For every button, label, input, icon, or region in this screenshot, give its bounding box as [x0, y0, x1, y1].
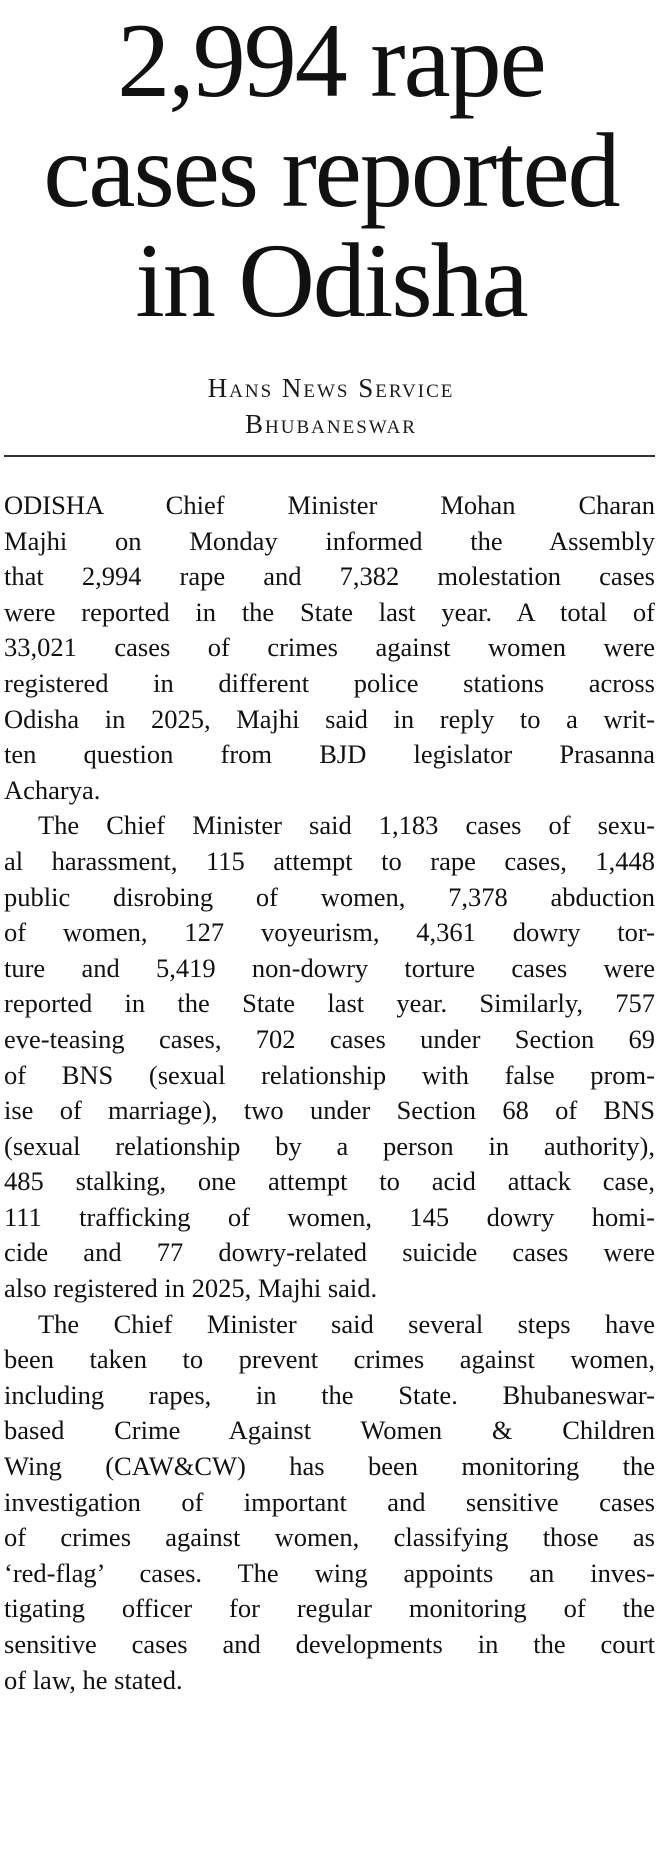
text-line: ise of marriage), two under Section 68 of BNS: [4, 1095, 655, 1126]
text-line: ODISHA Chief Minister Mohan Charan: [4, 490, 655, 520]
text-line: Wing (CAW&CW) has been monitoring the: [4, 1451, 655, 1482]
text-line: of BNS (sexual relationship with false prom-: [4, 1059, 655, 1090]
text-line: The Chief Minister said several steps have: [38, 1308, 655, 1339]
text-line: of women, 127 voyeurism, 4,361 dowry tor-: [4, 917, 655, 948]
text-line: were reported in the State last year. A total of: [4, 596, 655, 627]
text-line: ten question from BJD legislator Prasanna: [4, 739, 655, 770]
text-line: based Crime Against Women & Children: [4, 1415, 655, 1446]
divider-rule: [4, 455, 655, 457]
headline-line: in Odisha: [135, 222, 527, 339]
headline: [0, 0, 662, 339]
text-line: tigating officer for regular monitoring of the: [4, 1593, 655, 1624]
text-line: of crimes against women, classifying those as: [4, 1522, 655, 1553]
text-line: 485 stalking, one attempt to acid attack case,: [4, 1166, 655, 1197]
paragraph-3: [4, 1307, 655, 1699]
byline-agency: Hans News Service: [207, 373, 455, 403]
text-line: eve-teasing cases, 702 cases under Section 69: [4, 1023, 655, 1054]
headline-line: 2,994 rape: [117, 2, 545, 119]
text-line: that 2,994 rape and 7,382 molestation cases: [4, 561, 655, 592]
text-line: including rapes, in the State. Bhubaneswar-: [4, 1379, 655, 1410]
text-line: reported in the State last year. Similarly, 757: [4, 988, 655, 1019]
headline-line: cases reported: [43, 112, 619, 229]
text-line: investigation of important and sensitive cases: [4, 1486, 655, 1517]
text-line: Acharya.: [4, 774, 101, 805]
text-line: Odisha in 2025, Majhi said in reply to a writ-: [4, 703, 655, 734]
article-body: [4, 488, 655, 1698]
byline: [0, 370, 662, 442]
text-line: ‘red-flag’ cases. The wing appoints an inves-: [4, 1557, 655, 1588]
text-line: 111 trafficking of women, 145 dowry homi-: [4, 1201, 655, 1232]
byline-dateline: Bhubaneswar: [245, 409, 417, 439]
text-line: 33,021 cases of crimes against women were: [4, 632, 655, 663]
paragraph-1: [4, 488, 655, 808]
text-line: cide and 77 dowry-related suicide cases were: [4, 1237, 655, 1268]
text-line: registered in different police stations across: [4, 667, 655, 698]
text-line: sensitive cases and developments in the court: [4, 1629, 655, 1659]
text-line: public disrobing of women, 7,378 abduction: [4, 881, 655, 912]
text-line: ture and 5,419 non-dowry torture cases were: [4, 952, 655, 983]
paragraph-2: [4, 808, 655, 1306]
text-line: also registered in 2025, Majhi said.: [4, 1273, 378, 1304]
text-line: (sexual relationship by a person in authority),: [4, 1130, 655, 1161]
text-line: of law, he stated.: [4, 1664, 183, 1695]
text-line: al harassment, 115 attempt to rape cases, 1,448: [4, 845, 655, 876]
text-line: Majhi on Monday informed the Assembly: [4, 525, 655, 556]
text-line: been taken to prevent crimes against women,: [4, 1344, 655, 1375]
text-line: The Chief Minister said 1,183 cases of sexu-: [38, 810, 655, 841]
